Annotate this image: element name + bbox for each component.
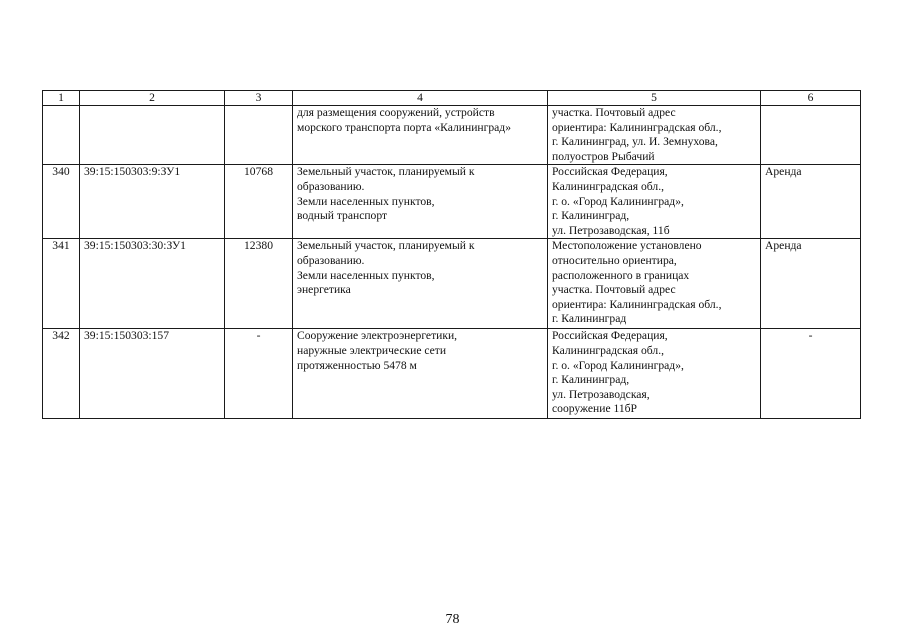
column-header-2: 2 (80, 91, 225, 106)
text-line: ориентира: Калининградская обл., (552, 297, 722, 311)
text-line: водный транспорт (297, 209, 388, 223)
table-row (43, 329, 861, 419)
text-line: энергетика (297, 283, 351, 297)
text-line: г. Калининград, (552, 373, 630, 387)
continuation-number-cell (43, 106, 80, 165)
object-description (293, 165, 548, 239)
text-line: относительно ориентира, (552, 253, 677, 267)
row-number: 342 (43, 329, 80, 419)
cadastral-number: 39:15:150303:30:ЗУ1 (80, 239, 225, 329)
text-line: Российская Федерация, (552, 329, 668, 343)
text-line: г. о. «Город Калининград», (552, 358, 684, 372)
text-line: г. Калининград, ул. И. Земнухова, (552, 135, 718, 149)
continuation-address-cell (548, 106, 761, 165)
text-line: ул. Петрозаводская, (552, 387, 650, 401)
table-row (43, 165, 861, 239)
text-line: Земли населенных пунктов, (297, 194, 435, 208)
object-description (293, 329, 548, 419)
table-row (43, 239, 861, 329)
text-line: участка. Почтовый адрес (552, 283, 676, 297)
text-line: участка. Почтовый адрес (552, 106, 676, 119)
continuation-right-cell (761, 106, 861, 165)
area-value: 10768 (225, 165, 293, 239)
text-line: образованию. (297, 253, 365, 267)
text-line: Калининградская обл., (552, 179, 664, 193)
text-line: ул. Петрозаводская, 11б (552, 223, 670, 237)
text-line: морского транспорта порта «Калининград» (297, 120, 511, 134)
continuation-row (43, 106, 861, 165)
object-address (548, 165, 761, 239)
right-type: Аренда (761, 165, 861, 239)
text-line: г. Калининград, (552, 209, 630, 223)
column-header-5: 5 (548, 91, 761, 106)
column-header-4: 4 (293, 91, 548, 106)
area-value: 12380 (225, 239, 293, 329)
text-line: для размещения сооружений, устройств (297, 106, 495, 119)
text-line: сооружение 11бР (552, 402, 637, 416)
text-line: полуостров Рыбачий (552, 149, 655, 163)
text-line: наружные электрические сети (297, 343, 447, 357)
text-line: г. Калининград (552, 312, 627, 326)
column-header-3: 3 (225, 91, 293, 106)
column-header-6: 6 (761, 91, 861, 106)
right-type: - (761, 329, 861, 419)
object-description (293, 239, 548, 329)
text-line: Калининградская обл., (552, 343, 664, 357)
text-line: ориентира: Калининградская обл., (552, 120, 722, 134)
column-header-1: 1 (43, 91, 80, 106)
header-row (43, 91, 861, 106)
cadastral-number: 39:15:150303:9:ЗУ1 (80, 165, 225, 239)
text-line: расположенного в границах (552, 268, 690, 282)
text-line: Сооружение электроэнергетики, (297, 329, 458, 343)
text-line: г. о. «Город Калининград», (552, 194, 684, 208)
object-address (548, 329, 761, 419)
area-value: - (225, 329, 293, 419)
text-line: образованию. (297, 179, 365, 193)
continuation-area-cell (225, 106, 293, 165)
object-address (548, 239, 761, 329)
text-line: Земельный участок, планируемый к (297, 239, 475, 253)
text-line: Российская Федерация, (552, 165, 668, 179)
land-registry-table (42, 90, 861, 419)
row-number: 341 (43, 239, 80, 329)
text-line: протяженностью 5478 м (297, 358, 417, 372)
continuation-description-cell (293, 106, 548, 165)
text-line: Местоположение установлено (552, 239, 702, 253)
continuation-cadastral-cell (80, 106, 225, 165)
page-number: 78 (445, 612, 460, 627)
text-line: Земельный участок, планируемый к (297, 165, 475, 179)
text-line: Земли населенных пунктов, (297, 268, 435, 282)
cadastral-number: 39:15:150303:157 (80, 329, 225, 419)
row-number: 340 (43, 165, 80, 239)
right-type: Аренда (761, 239, 861, 329)
